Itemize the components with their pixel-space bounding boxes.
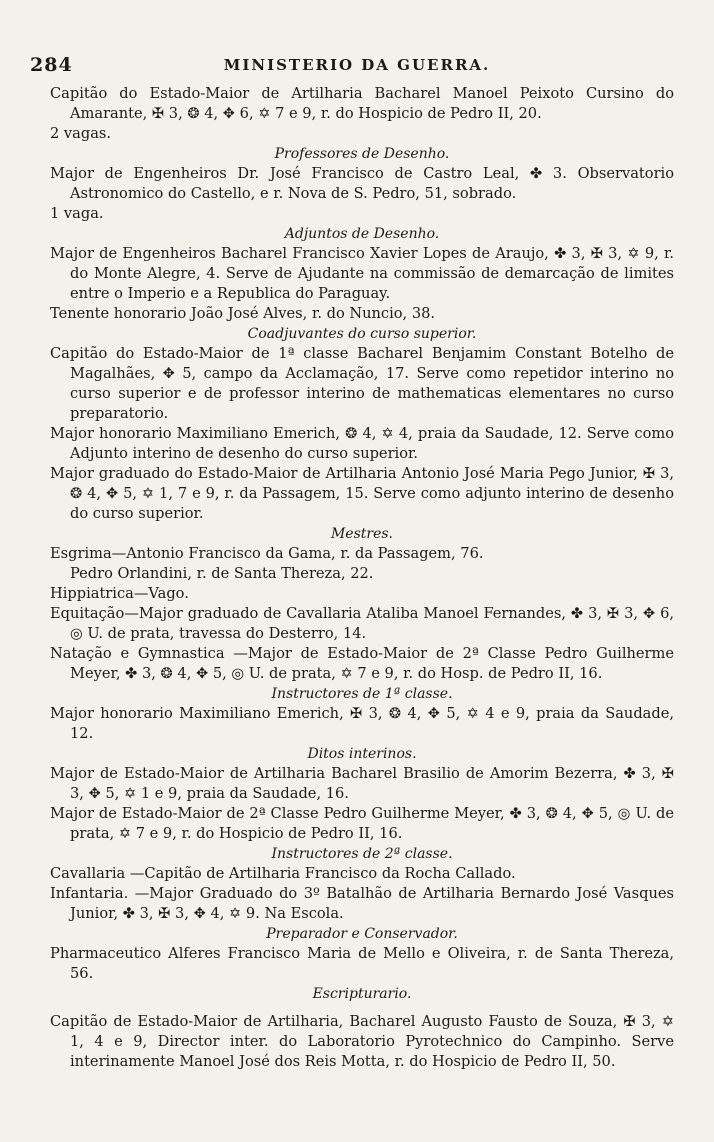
entry-paragraph: Capitão do Estado-Maior de 1ª classe Bacharel Benjamim Constant Botelho de Magalhães, ✥ 5, campo da Acclamação, 17. Serve como repetidor interino no curso superior e de professor interino de mathematicas elementares no curso preparatorio.	[50, 345, 674, 422]
spacer	[50, 1004, 674, 1012]
entry-paragraph: 1 vaga.	[50, 205, 104, 222]
entry-paragraph: Hippiatrica—Vago.	[50, 585, 189, 602]
section-heading: Mestres.	[330, 526, 394, 542]
section-heading: Adjuntos de Desenho.	[284, 226, 440, 242]
entry-paragraph: Major graduado do Estado-Maior de Artilharia Antonio José Maria Pego Junior, ✠ 3, ❂ 4, ✥ 5, ✡ 1, 7 e 9, r. da Passagem, 15. Serve como adjunto interino de desenho do curso superior.	[50, 465, 674, 522]
page-number: 284	[30, 54, 73, 76]
entry-paragraph: Cavallaria —Capitão de Artilharia Francisco da Rocha Callado.	[50, 865, 516, 882]
entry-paragraph: Pharmaceutico Alferes Francisco Maria de Mello e Oliveira, r. de Santa Thereza, 56.	[50, 945, 674, 982]
section-heading: Ditos interinos.	[307, 746, 417, 762]
entry-paragraph: Esgrima—Antonio Francisco da Gama, r. da Passagem, 76.	[50, 545, 484, 562]
entry-paragraph: Major de Engenheiros Dr. José Francisco de Castro Leal, ✤ 3. Observatorio Astronomico do Castello, e r. Nova de S. Pedro, 51, sobrado.	[50, 165, 674, 202]
entry-paragraph: Major de Estado-Maior de Artilharia Bacharel Brasilio de Amorim Bezerra, ✤ 3, ✠ 3, ✥ 5, ✡ 1 e 9, praia da Saudade, 16.	[50, 765, 674, 802]
entry-paragraph: Natação e Gymnastica —Major de Estado-Maior de 2ª Classe Pedro Guilherme Meyer, ✤ 3, ❂ 4, ✥ 5, ◎ U. de prata, ✡ 7 e 9, r. do Hosp. de Pedro II, 16.	[50, 645, 674, 682]
section-heading: Instructores de 1ª classe.	[271, 686, 453, 702]
entry-paragraph: Major honorario Maximiliano Emerich, ❂ 4, ✡ 4, praia da Saudade, 12. Serve como Adjunto interino de desenho do curso superior.	[50, 425, 674, 462]
section-heading: Preparador e Conservador.	[266, 926, 458, 942]
entry-paragraph: Equitação—Major graduado de Cavallaria Ataliba Manoel Fernandes, ✤ 3, ✠ 3, ✥ 6, ◎ U. de prata, travessa do Desterro, 14.	[50, 605, 674, 642]
entry-paragraph: Major de Engenheiros Bacharel Francisco Xavier Lopes de Araujo, ✤ 3, ✠ 3, ✡ 9, r. do Monte Alegre, 4. Serve de Ajudante na commissão de demarcação de limites entre o Imperio e a Republica do Paraguay.	[50, 245, 674, 302]
section-heading: Instructores de 2ª classe.	[271, 846, 453, 862]
page-header	[30, 54, 684, 80]
entry-paragraph: Tenente honorario João José Alves, r. do Nuncio, 38.	[50, 305, 436, 322]
section-heading: Escripturario.	[312, 986, 412, 1002]
running-title: MINISTERIO DA GUERRA.	[223, 56, 491, 74]
body-text	[50, 84, 674, 1072]
entry-paragraph: Major honorario Maximiliano Emerich, ✠ 3, ❂ 4, ✥ 5, ✡ 4 e 9, praia da Saudade, 12.	[50, 705, 674, 742]
section-heading: Coadjuvantes do curso superior.	[247, 326, 477, 342]
entry-paragraph: Capitão do Estado-Maior de Artilharia Bacharel Manoel Peixoto Cursino do Amarante, ✠ 3, ❂ 4, ✥ 6, ✡ 7 e 9, r. do Hospicio de Pedro II, 20.	[50, 85, 674, 122]
entry-paragraph: Major de Estado-Maior de 2ª Classe Pedro Guilherme Meyer, ✤ 3, ❂ 4, ✥ 5, ◎ U. de prata, ✡ 7 e 9, r. do Hospicio de Pedro II, 16.	[50, 805, 674, 842]
section-heading: Professores de Desenho.	[274, 146, 450, 162]
entry-paragraph: 2 vagas.	[50, 125, 112, 142]
entry-paragraph: Capitão de Estado-Maior de Artilharia, Bacharel Augusto Fausto de Souza, ✠ 3, ✡ 1, 4 e 9, Director inter. do Laboratorio Pyrotechnico do Campinho. Serve interinamente Manoel José dos Reis Motta, r. do Hospicio de Pedro II, 50.	[50, 1013, 674, 1070]
entry-paragraph: Pedro Orlandini, r. de Santa Thereza, 22.	[70, 565, 374, 582]
entry-paragraph: Infantaria. —Major Graduado do 3º Batalhão de Artilharia Bernardo José Vasques Junior, ✤ 3, ✠ 3, ✥ 4, ✡ 9. Na Escola.	[50, 885, 674, 922]
